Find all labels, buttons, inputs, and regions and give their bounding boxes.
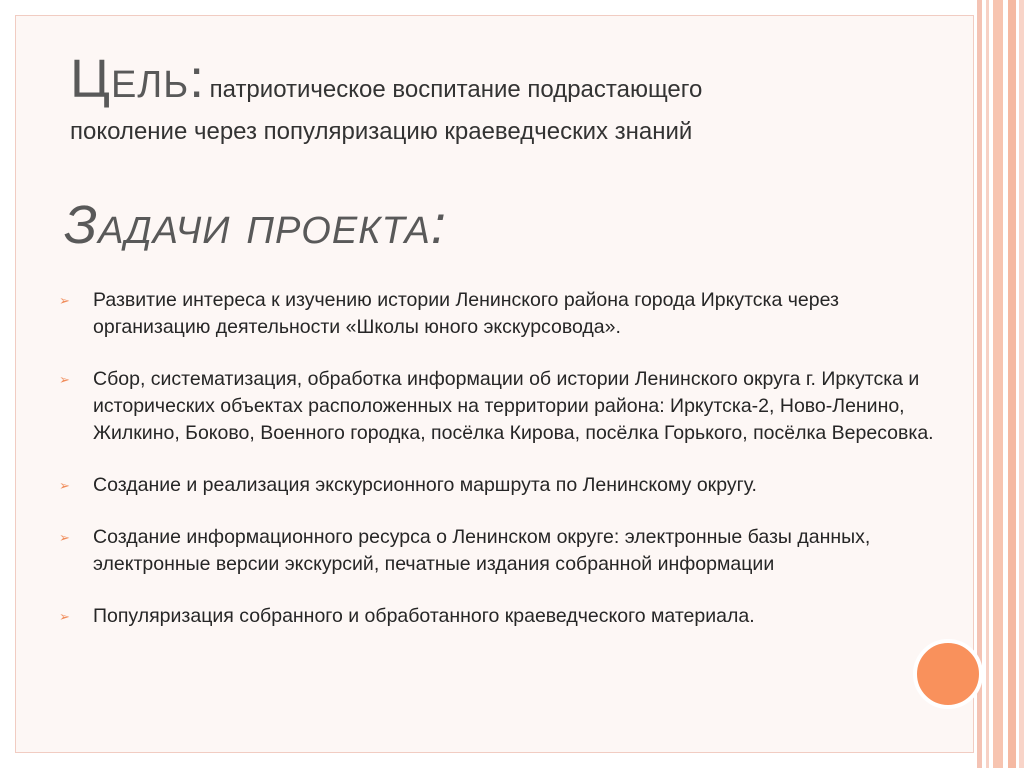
decorative-stripe	[1019, 0, 1024, 768]
task-item	[56, 524, 956, 578]
task-item	[56, 603, 956, 630]
task-text: Создание и реализация экскурсионного маршрута по Ленинскому округу.	[93, 474, 757, 496]
arrow-bullet-icon: ➢	[59, 478, 70, 493]
goal-section	[70, 48, 950, 145]
decorative-stripe	[977, 0, 982, 768]
goal-text-line1: патриотическое воспитание подрастающего	[209, 76, 703, 103]
decorative-stripe	[993, 0, 1003, 768]
task-text: Популяризация собранного и обработанного краеведческого материала.	[93, 605, 755, 627]
goal-first-line	[70, 48, 950, 110]
arrow-bullet-icon: ➢	[59, 293, 70, 308]
task-text: Развитие интереса к изучению истории Ленинского района города Иркутска через организацию деятельности «Школы юного экскурсовода».	[93, 289, 839, 338]
tasks-heading: Задачи проекта:	[64, 195, 447, 255]
task-item	[56, 472, 956, 499]
arrow-bullet-icon: ➢	[59, 372, 70, 387]
decorative-stripe	[986, 0, 989, 768]
decorative-stripe	[1008, 0, 1016, 768]
task-text: Сбор, систематизация, обработка информации об истории Ленинского округа г. Иркутска и исторических объектах расположенных на территории района: Иркутска-2, Ново-Ленино, Жилкино, Боково, Военного городка, посёлка Кирова, посёлка Горького, посёлка Вересовка.	[93, 368, 934, 444]
goal-text-line2: поколение через популяризацию краеведческих знаний	[70, 118, 693, 145]
task-item	[56, 287, 956, 341]
arrow-bullet-icon: ➢	[59, 609, 70, 624]
tasks-list	[56, 287, 956, 655]
task-text: Создание информационного ресурса о Ленинском округе: электронные базы данных, электронные версии экскурсий, печатные издания собранной информации	[93, 526, 871, 575]
arrow-bullet-icon: ➢	[59, 530, 70, 545]
goal-heading: Цель:	[70, 49, 206, 109]
task-item	[56, 366, 956, 447]
